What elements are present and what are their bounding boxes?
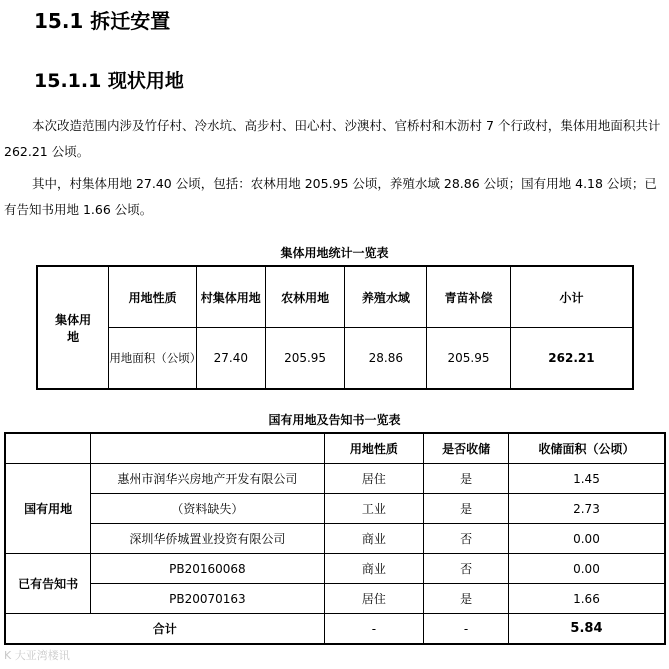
row-label: 集体用地: [37, 266, 109, 389]
data-cell: 1.66: [508, 584, 665, 614]
total-cell: -: [324, 614, 424, 645]
data-cell: 0.00: [508, 554, 665, 584]
table-row-name: 深圳华侨城置业投资有限公司: [91, 524, 324, 554]
data-cell: 用地面积（公顷）: [109, 328, 197, 390]
data-cell: 是: [424, 584, 509, 614]
group-label: 已有告知书: [5, 554, 91, 614]
data-cell: 工业: [324, 494, 424, 524]
data-cell: 商业: [324, 524, 424, 554]
state-land-table: [4, 432, 666, 645]
data-cell: 2.73: [508, 494, 665, 524]
watermark: K 大亚湾楼讯: [4, 649, 70, 662]
header-cell: 养殖水域: [345, 266, 427, 328]
data-cell: 0.00: [508, 524, 665, 554]
data-cell: 28.86: [345, 328, 427, 390]
data-cell: 居住: [324, 584, 424, 614]
total-cell: 262.21: [510, 328, 633, 390]
data-cell: 否: [424, 554, 509, 584]
table-row-name: PB20160068: [91, 554, 324, 584]
data-cell: 是: [424, 494, 509, 524]
data-cell: 商业: [324, 554, 424, 584]
header-cell: 用地性质: [109, 266, 197, 328]
table-row-name: 惠州市润华兴房地产开发有限公司: [91, 464, 324, 494]
paragraph-2: 其中，村集体用地 27.40 公顷，包括：农林用地 205.95 公顷，养殖水域 28.86 公顷；国有用地 4.18 公顷；已有告知书用地 1.66 公顷。: [4, 176, 657, 217]
data-cell: 27.40: [196, 328, 265, 390]
header-cell: [91, 433, 324, 464]
data-cell: 205.95: [265, 328, 345, 390]
table-row-name: （资料缺失）: [91, 494, 324, 524]
header-cell: 是否收储: [424, 433, 509, 464]
paragraph-1: 本次改造范围内涉及竹仔村、冷水坑、高步村、田心村、沙澳村、官桥村和木沥村 7 个行政村，集体用地面积共计 262.21 公顷。: [4, 118, 661, 159]
header-cell: 用地性质: [324, 433, 424, 464]
data-cell: 否: [424, 524, 509, 554]
section-heading: 15.1 拆迁安置: [34, 9, 171, 33]
table1-caption: 集体用地统计一览表: [280, 246, 389, 260]
data-cell: 居住: [324, 464, 424, 494]
data-cell: 是: [424, 464, 509, 494]
collective-land-table: [36, 265, 634, 390]
total-cell: -: [424, 614, 509, 645]
data-cell: 1.45: [508, 464, 665, 494]
header-cell: 村集体用地: [196, 266, 265, 328]
table-row-name: PB20070163: [91, 584, 324, 614]
subsection-heading: 15.1.1 现状用地: [34, 70, 184, 92]
group-label: 国有用地: [5, 464, 91, 554]
total-cell: 5.84: [508, 614, 665, 645]
total-label: 合计: [5, 614, 324, 645]
data-cell: 205.95: [427, 328, 511, 390]
header-cell: 小计: [510, 266, 633, 328]
header-cell: 收储面积（公顷）: [508, 433, 665, 464]
header-cell: 青苗补偿: [427, 266, 511, 328]
table2-caption: 国有用地及告知书一览表: [268, 413, 401, 427]
header-cell: 农林用地: [265, 266, 345, 328]
header-cell: [5, 433, 91, 464]
